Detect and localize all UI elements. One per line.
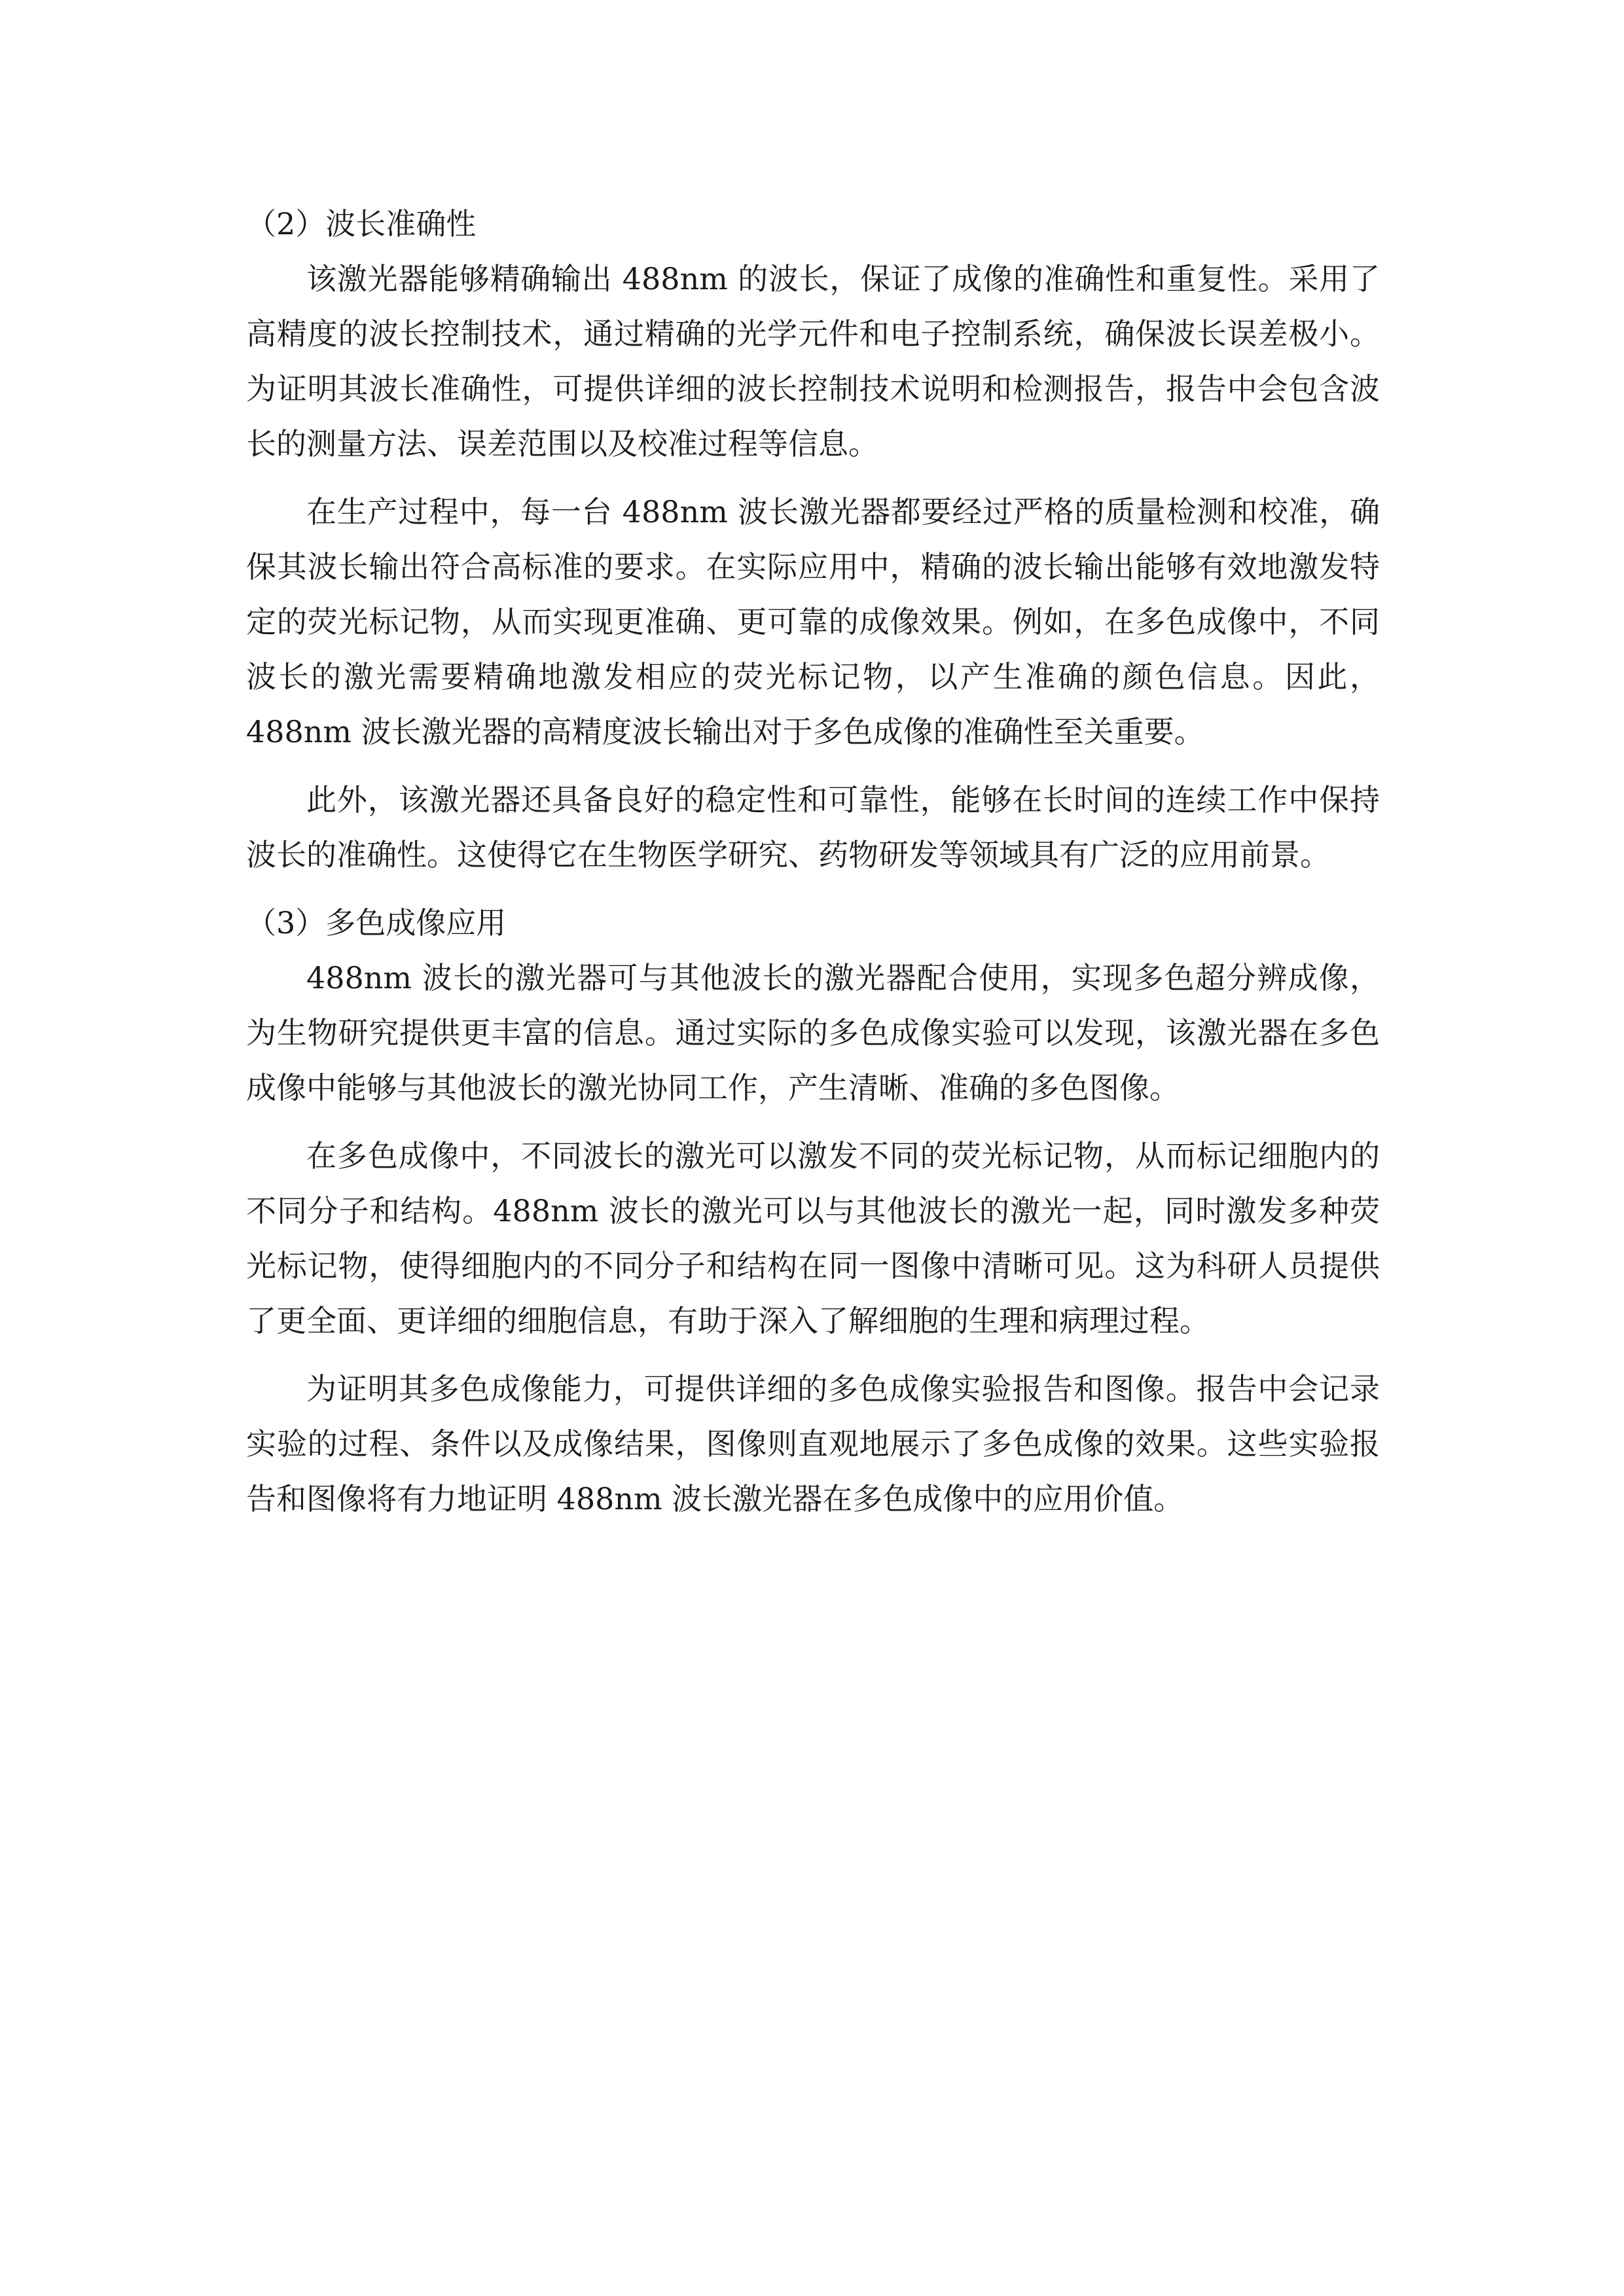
section-heading: （2）波长准确性: [246, 206, 477, 242]
section-multicolor-imaging: [246, 895, 1380, 1526]
paragraph: 此外，该激光器还具备良好的稳定性和可靠性，能够在长时间的连续工作中保持波长的准确性。这使得它在生物医学研究、药物研发等领域具有广泛的应用前景。: [246, 782, 1380, 872]
section-wavelength-accuracy: [246, 196, 1380, 882]
paragraph: 488nm 波长的激光器可与其他波长的激光器配合使用，实现多色超分辨成像，为生物研究提供更丰富的信息。通过实际的多色成像实验可以发现，该激光器在多色成像中能够与其他波长的激光协同工作，产生清晰、准确的多色图像。: [246, 960, 1380, 1105]
paragraph: 在多色成像中，不同波长的激光可以激发不同的荧光标记物，从而标记细胞内的不同分子和结构。488nm 波长的激光可以与其他波长的激光一起，同时激发多种荧光标记物，使得细胞内的不同分子和结构在同一图像中清晰可见。这为科研人员提供了更全面、更详细的细胞信息，有助于深入了解细胞的生理和病理过程。: [246, 1138, 1380, 1338]
paragraph: 为证明其多色成像能力，可提供详细的多色成像实验报告和图像。报告中会记录实验的过程、条件以及成像结果，图像则直观地展示了多色成像的效果。这些实验报告和图像将有力地证明 488nm 波长激光器在多色成像中的应用价值。: [246, 1371, 1380, 1516]
paragraph: 该激光器能够精确输出 488nm 的波长，保证了成像的准确性和重复性。采用了高精度的波长控制技术，通过精确的光学元件和电子控制系统，确保波长误差极小。为证明其波长准确性，可提供详细的波长控制技术说明和检测报告，报告中会包含波长的测量方法、误差范围以及校准过程等信息。: [246, 261, 1380, 461]
document-body: [246, 196, 1380, 1539]
section-heading: （3）多色成像应用: [246, 905, 507, 941]
paragraph: 在生产过程中，每一台 488nm 波长激光器都要经过严格的质量检测和校准，确保其波长输出符合高标准的要求。在实际应用中，精确的波长输出能够有效地激发特定的荧光标记物，从而实现更准确、更可靠的成像效果。例如，在多色成像中，不同波长的激光需要精确地激发相应的荧光标记物，以产生准确的颜色信息。因此，488nm 波长激光器的高精度波长输出对于多色成像的准确性至关重要。: [246, 494, 1380, 749]
